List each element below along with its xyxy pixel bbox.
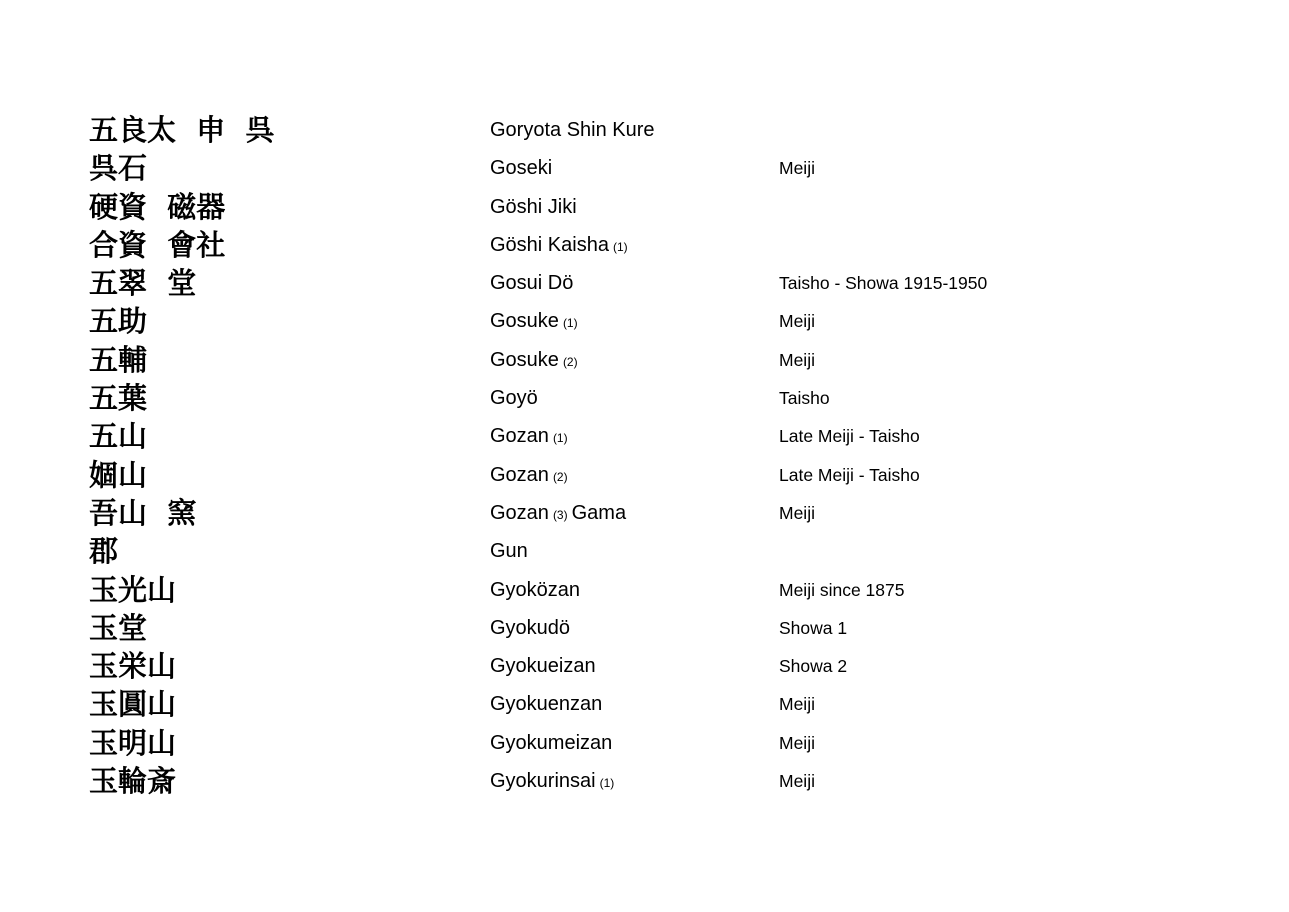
period-text: Meiji — [779, 771, 815, 792]
romaji-text: Gyokudö — [490, 616, 571, 639]
romaji-text: Gozan — [490, 425, 549, 448]
romaji-text: Gyokuenzan — [490, 693, 603, 716]
kanji-mark: 五山 — [89, 419, 148, 454]
romaji-name — [490, 111, 655, 149]
list-item — [0, 571, 1289, 609]
period-text: Meiji — [779, 732, 815, 753]
romaji-text: Goryota Shin Kure — [490, 119, 655, 141]
list-item — [0, 494, 1289, 532]
list-item — [0, 379, 1289, 417]
kanji-mark: 玉圓山 — [89, 687, 177, 722]
romaji-name — [490, 647, 596, 685]
romaji-name — [490, 494, 626, 534]
romaji-name — [490, 571, 580, 609]
period-text: Late Meiji - Taisho — [779, 426, 920, 447]
list-item — [0, 264, 1289, 302]
romaji-suffix: Gama — [571, 501, 627, 524]
kanji-mark: 五輔 — [89, 342, 148, 377]
kanji-mark: 玉明山 — [89, 725, 177, 760]
period-text: Meiji — [779, 311, 815, 332]
romaji-name — [490, 609, 570, 647]
period-text: Taisho - Showa 1915-1950 — [779, 273, 988, 294]
list-item — [0, 341, 1289, 379]
footnote-number: (1) — [552, 431, 568, 446]
romaji-name — [490, 724, 612, 762]
romaji-name — [490, 341, 578, 381]
romaji-name — [490, 302, 578, 342]
romaji-text: Gosuke — [490, 310, 559, 333]
list-item — [0, 724, 1289, 762]
kanji-mark: 玉堂 — [89, 610, 148, 645]
list-item — [0, 149, 1289, 187]
romaji-name — [490, 685, 602, 723]
kanji-mark: 五良太 申 呉 — [89, 113, 275, 147]
romaji-name — [490, 762, 614, 802]
romaji-text: Gozan — [490, 501, 549, 524]
romaji-text: Gozan — [490, 463, 549, 486]
kanji-mark: 吾山 窯 — [89, 495, 197, 530]
list-item — [0, 762, 1289, 800]
romaji-name — [490, 226, 628, 266]
romaji-text: Göshi Kaisha — [490, 233, 609, 256]
kanji-mark: 玉輪斎 — [89, 764, 177, 799]
romaji-text: Gyokueizan — [490, 655, 596, 678]
romaji-text: Gyokumeizan — [490, 731, 613, 754]
kanji-mark: 合資 會社 — [89, 227, 226, 262]
list-item — [0, 532, 1289, 570]
list-item — [0, 111, 1289, 149]
period-text: Showa 2 — [779, 656, 848, 677]
period-text: Meiji — [779, 349, 815, 370]
kanji-mark: 玉光山 — [89, 572, 177, 607]
footnote-number: (1) — [612, 239, 628, 254]
romaji-text: Gun — [490, 540, 528, 563]
kanji-mark: 郡 — [89, 534, 119, 569]
kanji-mark: 五翠 堂 — [89, 266, 197, 301]
romaji-text: Goyö — [490, 387, 538, 410]
romaji-text: Gosui Dö — [490, 272, 574, 295]
period-text: Meiji since 1875 — [779, 579, 905, 600]
footnote-number: (2) — [552, 469, 568, 484]
romaji-name — [490, 379, 538, 417]
list-item — [0, 647, 1289, 685]
romaji-text: Gosuke — [490, 348, 559, 371]
kanji-mark: 硬資 磁器 — [89, 189, 226, 224]
mark-list — [0, 111, 1289, 800]
romaji-name — [490, 456, 568, 496]
period-text: Meiji — [779, 502, 815, 523]
footnote-number: (3) — [552, 507, 568, 522]
list-item — [0, 456, 1289, 494]
romaji-text: Gyoközan — [490, 578, 581, 601]
kanji-mark: 玉栄山 — [89, 649, 177, 684]
period-text: Late Meiji - Taisho — [779, 464, 920, 485]
list-item — [0, 302, 1289, 340]
footnote-number: (1) — [562, 316, 578, 331]
kanji-mark: 呉石 — [89, 151, 148, 186]
period-text: Taisho — [779, 388, 830, 409]
kanji-mark: 五助 — [89, 304, 148, 339]
romaji-name — [490, 149, 552, 187]
period-text: Showa 1 — [779, 617, 848, 638]
romaji-text: Gyokurinsai — [490, 770, 596, 793]
period-text: Meiji — [779, 694, 815, 715]
list-item — [0, 226, 1289, 264]
footnote-number: (1) — [599, 776, 615, 791]
romaji-name — [490, 417, 568, 457]
romaji-name — [490, 188, 577, 226]
romaji-text: Göshi Jiki — [490, 195, 577, 218]
kanji-mark: 婟山 — [89, 457, 148, 492]
romaji-name — [490, 264, 573, 302]
list-item — [0, 417, 1289, 455]
romaji-text: Goseki — [490, 157, 553, 180]
footnote-number: (2) — [562, 354, 578, 369]
list-item — [0, 188, 1289, 226]
period-text: Meiji — [779, 158, 815, 179]
list-item — [0, 609, 1289, 647]
kanji-mark: 五葉 — [89, 381, 148, 416]
list-item — [0, 685, 1289, 723]
romaji-name — [490, 532, 528, 570]
